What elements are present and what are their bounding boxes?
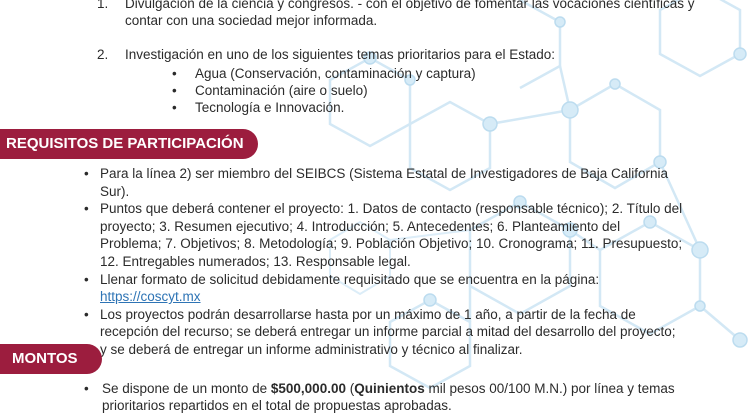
list-item: • Contaminación (aire o suelo) <box>172 83 368 98</box>
montos-list <box>84 380 704 414</box>
bullet: • <box>84 271 89 287</box>
bullet: • <box>172 66 177 81</box>
requisitos-list <box>84 165 684 359</box>
requisitos-banner: REQUISITOS DE PARTICIPACIÓN <box>0 129 258 159</box>
item-text: Investigación en uno de los siguientes temas prioritarios para el Estado: <box>125 47 555 62</box>
list-item: • Puntos que deberá contener el proyecto: 1. Datos de contacto (responsable técnico); 2. Título del proyecto; 3. Resumen ejecutivo; 4. Introducción; 5. Antecedentes; 6. Planteamiento del Problema; 7. Objetivos; 8. Metodología; 9. Población Objetivo; 10. Cronograma; 11. Presupuesto; 12. Entregables numerados; 13. Responsable legal. <box>84 201 683 269</box>
item-number: 2. <box>97 47 109 62</box>
list-item: • Agua (Conservación, contaminación y captura) <box>172 66 476 81</box>
amount-words: Quinientos <box>354 381 425 396</box>
bullet: • <box>84 201 89 217</box>
bullet: • <box>172 83 177 98</box>
bullet: • <box>84 381 89 396</box>
coscyt-link[interactable]: https://coscyt.mx <box>100 289 201 305</box>
bullet: • <box>172 100 177 115</box>
bullet: • <box>84 166 89 181</box>
list-item: • Para la línea 2) ser miembro del SEIBCS (Sistema Estatal de Investigadores de Baja California Sur). <box>84 166 669 199</box>
list-item: • Los proyectos podrán desarrollarse hasta por un máximo de 1 año, a partir de la fecha de recepción del recurso; se deberá entregar un informe parcial a mitad del desarrollo del proyecto; y se deberá de entregar un informe administrativo y técnico al finalizar. <box>84 306 676 357</box>
amount: $500,000.00 <box>270 381 346 396</box>
list-item: • Tecnología e Innovación. <box>172 100 345 115</box>
montos-banner: MONTOS <box>0 344 102 374</box>
list-item: • Llenar formato de solicitud debidamente requisitado que se encuentra en la página: https://coscyt.mx <box>84 271 600 305</box>
priority-topics-list <box>172 65 476 116</box>
item-text: Divulgación de la ciencia y congresos. - con el objetivo de fomentar las vocaciones científicas y contar con una sociedad mejor informada. <box>125 0 695 28</box>
item-number: 1. <box>97 0 109 11</box>
list-item: • Se dispone de un monto de $500,000.00 (Quinientos mil pesos 00/100 M.N.) por línea y temas prioritarios repartidos en el total de propuestas aprobadas. <box>84 381 675 413</box>
bullet: • <box>84 306 89 322</box>
